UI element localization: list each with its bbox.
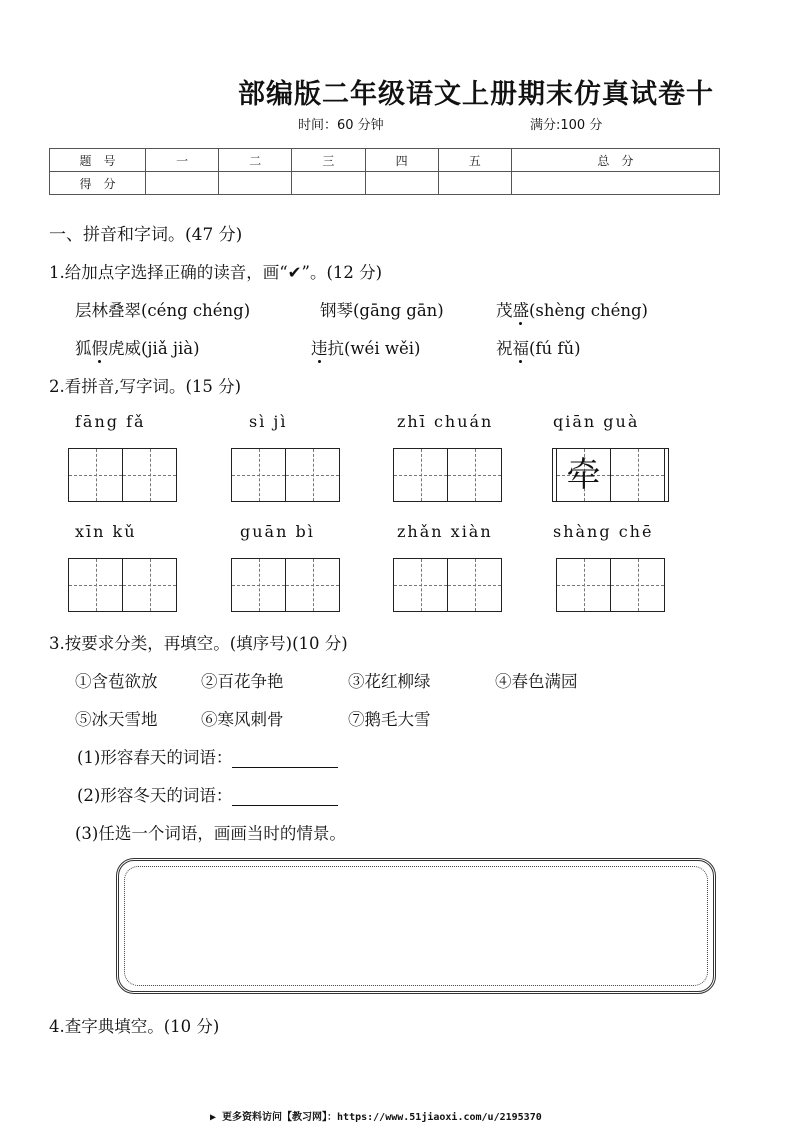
- word-option: ③花红柳绿: [348, 672, 431, 691]
- drawing-box-inner-border: [124, 866, 708, 986]
- question-4-prompt: 4.查字典填空。(10 分): [49, 1017, 220, 1036]
- writing-cell[interactable]: [232, 449, 286, 501]
- pinyin-label: fāng fǎ: [75, 412, 146, 431]
- tianzige-grid[interactable]: [231, 558, 340, 612]
- tianzige-grid[interactable]: [68, 558, 177, 612]
- table-cell: 五: [438, 149, 511, 172]
- score-field[interactable]: [438, 172, 511, 195]
- tianzige-grid[interactable]: [231, 448, 340, 502]
- item-text: 层林叠翠: [75, 301, 141, 320]
- drawing-box[interactable]: [116, 858, 716, 994]
- tianzige-grid[interactable]: [556, 448, 665, 502]
- subquestion-label: (1)形容春天的词语：: [77, 748, 233, 767]
- dotted-char: 盛: [513, 297, 530, 321]
- section-heading: 一、拼音和字词。(47 分): [49, 225, 243, 245]
- writing-cell[interactable]: [286, 449, 339, 501]
- writing-cell[interactable]: [286, 559, 339, 611]
- table-cell: 一: [146, 149, 219, 172]
- item-text: 琴: [336, 301, 353, 320]
- subquestion-label: (2)形容冬天的词语：: [77, 786, 233, 805]
- writing-cell[interactable]: [394, 449, 448, 501]
- exam-time: 时间：60 分钟: [298, 118, 384, 133]
- pinyin-choice-item[interactable]: [496, 335, 581, 359]
- subquestion-2: [77, 782, 338, 806]
- answer-blank[interactable]: [232, 751, 338, 768]
- bracket-right: [659, 448, 669, 502]
- item-text: 祝: [496, 339, 513, 358]
- tianzige-grid[interactable]: [556, 558, 665, 612]
- pinyin-options: (gāng gān): [353, 301, 444, 320]
- item-text: 狐: [75, 339, 92, 358]
- item-text: 抗: [327, 339, 344, 358]
- page-title: 部编版二年级语文上册期末仿真试卷十: [238, 79, 714, 110]
- score-field[interactable]: [292, 172, 365, 195]
- word-option: ②百花争艳: [201, 672, 284, 691]
- score-field[interactable]: [511, 172, 719, 195]
- table-cell: 三: [292, 149, 365, 172]
- question-2-prompt: 2.看拼音,写字词。(15 分): [49, 377, 242, 396]
- score-table-score-row: [50, 172, 720, 195]
- pinyin-choice-item[interactable]: [496, 297, 648, 321]
- answer-blank[interactable]: [232, 789, 338, 806]
- writing-cell[interactable]: [557, 559, 611, 611]
- dotted-char: 福: [513, 335, 530, 359]
- item-text: 茂: [496, 301, 513, 320]
- writing-cell[interactable]: [448, 559, 501, 611]
- item-text: 虎威: [108, 339, 141, 358]
- score-field[interactable]: [365, 172, 438, 195]
- footer-link[interactable]: ▶ 更多资料访问【教习网】：https://www.51jiaoxi.com/u/2195370: [210, 1112, 542, 1123]
- pinyin-options: (céng chéng): [141, 301, 251, 320]
- pinyin-label: zhǎn xiàn: [397, 522, 493, 541]
- word-option: ①含苞欲放: [75, 672, 158, 691]
- cell-char: 牵: [566, 455, 601, 495]
- pinyin-label: shàng chē: [553, 522, 654, 541]
- word-option: ⑤冰天雪地: [75, 710, 158, 729]
- pinyin-label: sì jì: [249, 412, 288, 431]
- tianzige-grid[interactable]: [68, 448, 177, 502]
- subquestion-3: (3)任选一个词语，画画当时的情景。: [75, 824, 346, 843]
- word-option: ⑦鹅毛大雪: [348, 710, 431, 729]
- writing-cell[interactable]: [448, 449, 501, 501]
- dotted-char: 违: [311, 335, 328, 359]
- writing-cell[interactable]: [123, 559, 176, 611]
- question-3-prompt: 3.按要求分类，再填空。(填序号)(10 分): [49, 634, 348, 653]
- question-1-prompt: 1.给加点字选择正确的读音，画“✔”。(12 分): [49, 263, 383, 282]
- word-option: ④春色满园: [495, 672, 578, 691]
- item-text: 钢: [320, 301, 337, 320]
- pinyin-options: (jiǎ jià): [141, 339, 200, 358]
- writing-cell[interactable]: [557, 449, 611, 501]
- table-cell: 二: [219, 149, 292, 172]
- pinyin-options: (shèng chéng): [529, 301, 648, 320]
- pinyin-choice-item[interactable]: [75, 297, 250, 321]
- writing-cell[interactable]: [611, 559, 664, 611]
- writing-cell[interactable]: [232, 559, 286, 611]
- pinyin-choice-item[interactable]: [75, 335, 200, 359]
- pinyin-label: guān bì: [240, 522, 315, 541]
- writing-cell[interactable]: [611, 449, 664, 501]
- pinyin-label: xīn kǔ: [75, 522, 137, 541]
- tianzige-grid[interactable]: [393, 558, 502, 612]
- subquestion-1: [77, 744, 338, 768]
- pinyin-choice-item[interactable]: [311, 335, 420, 359]
- pinyin-choice-item[interactable]: [320, 297, 444, 321]
- dotted-char: 假: [92, 335, 109, 359]
- table-cell: 题 号: [50, 149, 146, 172]
- score-table-header-row: [50, 149, 720, 172]
- table-cell: 总 分: [511, 149, 719, 172]
- word-option: ⑥寒风刺骨: [201, 710, 284, 729]
- writing-cell[interactable]: [123, 449, 176, 501]
- pinyin-label: zhī chuán: [397, 412, 494, 431]
- tianzige-grid[interactable]: [393, 448, 502, 502]
- score-field[interactable]: [146, 172, 219, 195]
- table-cell: 四: [365, 149, 438, 172]
- writing-cell[interactable]: [394, 559, 448, 611]
- pinyin-options: (wéi wěi): [344, 339, 421, 358]
- pinyin-options: (fú fǔ): [529, 339, 581, 358]
- full-score: 满分:100 分: [530, 118, 603, 133]
- pinyin-label: qiān guà: [553, 412, 640, 431]
- table-cell: 得 分: [50, 172, 146, 195]
- writing-cell[interactable]: [69, 559, 123, 611]
- writing-cell[interactable]: [69, 449, 123, 501]
- score-table: [49, 148, 720, 195]
- score-field[interactable]: [219, 172, 292, 195]
